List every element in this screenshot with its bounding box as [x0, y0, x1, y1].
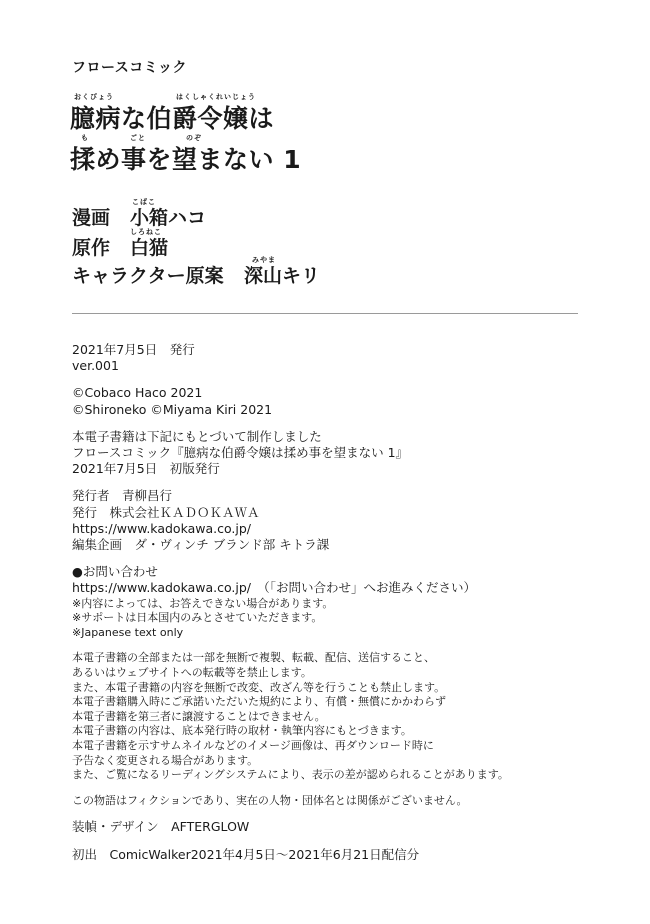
- publisher-info: 発行 株式会社ＫＡＤＯＫＡＷＡ: [72, 504, 260, 520]
- title-line-1: 臆病な伯爵令嬢は: [70, 104, 275, 133]
- publication-info: [72, 342, 572, 863]
- version: ver.001: [72, 358, 119, 374]
- legal-text: 本電子書籍購入時にご承諾いただいた規約により、有償・無償にかかわらず: [72, 695, 446, 709]
- legal-text: 本電子書籍の内容は、底本発行時の取材・執筆内容にもとづきます。: [72, 724, 412, 738]
- credit-ruby: こばこ: [132, 198, 156, 206]
- legal-text: また、ご覧になるリーディングシステムにより、表示の差が認められることがあります。: [72, 768, 509, 782]
- copyright: ©Cobaco Haco 2021: [72, 385, 203, 401]
- credit-manga: [72, 207, 207, 229]
- publish-date: 2021年7月5日 発行: [72, 342, 195, 357]
- credit-name: 深山キリ: [244, 265, 321, 287]
- credit-original: [72, 237, 169, 259]
- divider: [72, 313, 578, 314]
- title-ruby: おくびょう: [74, 93, 114, 101]
- publisher-info: 編集企画 ダ・ヴィンチ ブランド部 キトラ課: [72, 537, 330, 553]
- credit-ruby: しろねこ: [130, 228, 162, 236]
- credit-name: 白猫: [130, 237, 169, 259]
- source-note: 本電子書籍は下記にもとづいて制作しました: [72, 428, 322, 444]
- publisher-url: https://www.kadokawa.co.jp/: [72, 520, 251, 536]
- credit-role: キャラクター原案: [72, 265, 224, 287]
- source-note: 2021年7月5日 初版発行: [72, 461, 220, 477]
- copyright: ©Shironeko ©Miyama Kiri 2021: [72, 401, 273, 417]
- legal-text: あるいはウェブサイトへの転載等を禁止します。: [72, 666, 312, 680]
- title-ruby: も: [81, 134, 89, 142]
- legal-text: また、本電子書籍の内容を無断で改変、改ざん等を行うことも禁止します。: [72, 680, 446, 694]
- design-credit: 装幀・デザイン AFTERGLOW: [72, 819, 250, 835]
- source-note: フロースコミック『臆病な伯爵令嬢は揉め事を望まない 1』: [72, 445, 409, 461]
- inquiry-note: ※Japanese text only: [72, 625, 184, 639]
- title-ruby: のぞ: [186, 134, 202, 142]
- inquiry-note: ※サポートは日本国内のみとさせていただきます。: [72, 611, 323, 625]
- credit-role: 漫画: [72, 207, 111, 229]
- title-ruby: はくしゃくれいじょう: [176, 93, 256, 101]
- inquiry-heading: ●お問い合わせ: [72, 564, 158, 580]
- title-ruby: ごと: [130, 134, 146, 142]
- legal-text: 本電子書籍の全部または一部を無断で複製、転載、配信、送信すること、: [72, 651, 435, 665]
- credit-name: 小箱ハコ: [130, 207, 207, 229]
- inquiry-url: https://www.kadokawa.co.jp/ （「お問い合わせ」へお進みください）: [72, 580, 476, 596]
- fiction-disclaimer: この物語はフィクションであり、実在の人物・団体名とは関係がございません。: [72, 793, 468, 807]
- legal-text: 予告なく変更される場合があります。: [72, 753, 259, 767]
- credit-character-design: [72, 265, 321, 287]
- legal-text: 本電子書籍を示すサムネイルなどのイメージ画像は、再ダウンロード時に: [72, 738, 434, 752]
- inquiry-note: ※内容によっては、お答えできない場合があります。: [72, 596, 334, 610]
- legal-text: 本電子書籍を第三者に譲渡することはできません。: [72, 709, 326, 723]
- title-line-2: 揉め事を望まない 1: [70, 145, 302, 174]
- publisher-info: 発行者 青柳昌行: [72, 488, 173, 504]
- first-publication: 初出 ComicWalker2021年4月5日〜2021年6月21日配信分: [72, 846, 420, 862]
- credit-role: 原作: [72, 237, 111, 259]
- credit-ruby: みやま: [252, 256, 276, 264]
- imprint-label: フロースコミック: [72, 60, 188, 76]
